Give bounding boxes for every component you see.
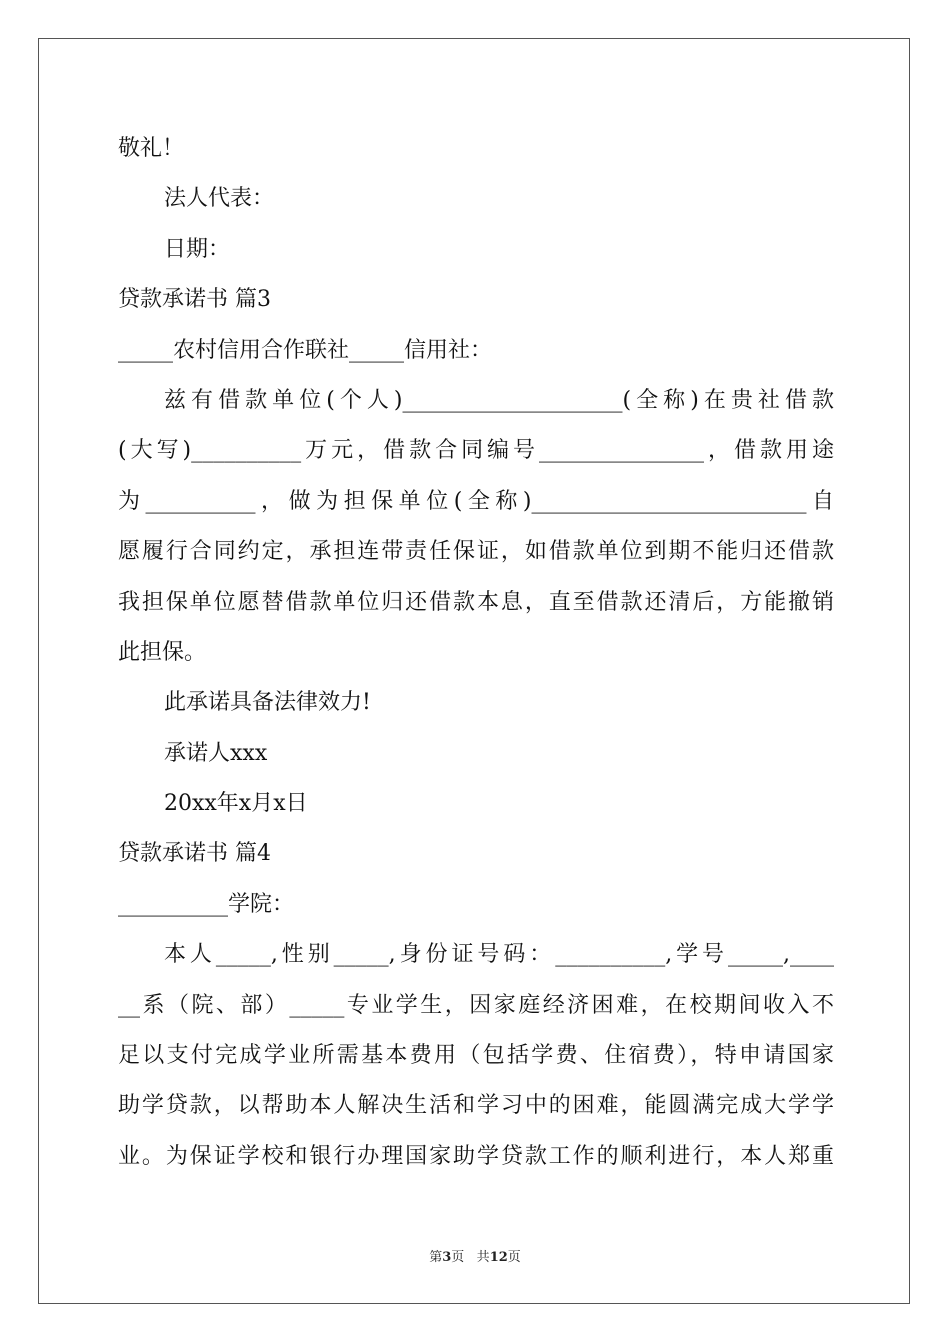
paragraph-line: __系（院、部）_____专业学生，因家庭经济困难，在校期间收入不 (118, 992, 834, 1018)
footer-page-number: 3 (442, 1250, 452, 1265)
paragraph-line: 愿履行合同约定，承担连带责任保证，如借款单位到期不能归还借款 (118, 539, 834, 565)
footer-total-unit: 页 (507, 1250, 521, 1265)
section-heading-4: 贷款承诺书 篇4 (118, 841, 271, 867)
page-footer (0, 1246, 950, 1265)
addressee-line: __________学院： (118, 891, 295, 917)
date-line: 日期： (164, 236, 231, 262)
paragraph-line: (大写)__________万元，借款合同编号_______________，借款用途 (118, 438, 834, 464)
paragraph-line: 业。为保证学校和银行办理国家助学贷款工作的顺利进行，本人郑重 (118, 1143, 834, 1169)
footer-page-unit: 页 (451, 1250, 465, 1265)
paragraph-line: 足以支付完成学业所需基本费用（包括学费、住宿费），特申请国家 (118, 1043, 834, 1069)
paragraph-line: 助学贷款，以帮助本人解决生活和学习中的困难，能圆满完成大学学 (118, 1093, 834, 1119)
footer-total-pages: 12 (489, 1250, 508, 1265)
document-body (118, 124, 834, 1182)
footer-prefix: 第 (429, 1250, 443, 1265)
paragraph-line: 我担保单位愿替借款单位归还借款本息，直至借款还清后，方能撤销 (118, 589, 834, 615)
paragraph-line: 兹有借款单位(个人)____________________(全称)在贵社借款 (164, 387, 834, 413)
legal-representative-line: 法人代表： (164, 186, 275, 212)
closing-salutation: 敬礼！ (118, 136, 185, 161)
addressee-line: _____农村信用合作联社_____信用社： (118, 337, 493, 363)
signature-date-line: 20xx年x月x日 (164, 791, 308, 817)
paragraph-line: 本人_____,性别_____,身份证号码：__________,学号_____,____ (164, 942, 834, 968)
paragraph-line: 此担保。 (118, 639, 207, 665)
legal-effect-line: 此承诺具备法律效力! (164, 690, 371, 716)
paragraph-line: 为__________，做为担保单位(全称)_________________________自 (118, 488, 834, 514)
promisor-line: 承诺人xxx (164, 740, 268, 766)
footer-total-prefix: 共 (476, 1250, 490, 1265)
section-heading-3: 贷款承诺书 篇3 (118, 287, 271, 313)
